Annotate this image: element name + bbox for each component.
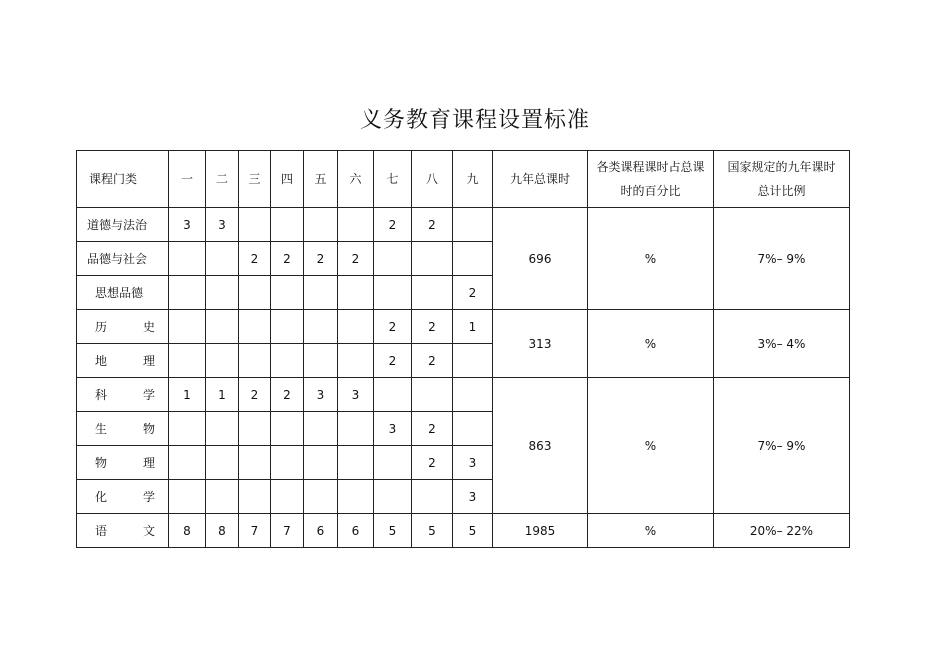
group-national-cell: 3%– 4% xyxy=(714,310,850,378)
hours-cell xyxy=(239,310,271,344)
header-category: 课程门类 xyxy=(77,151,169,208)
subject-spread xyxy=(95,488,155,506)
header-grade: 八 xyxy=(412,151,453,208)
hours-cell: 2 xyxy=(338,242,374,276)
group-national-cell: 7%– 9% xyxy=(714,378,850,514)
subject-char: 学 xyxy=(142,489,155,504)
group-total-cell: 696 xyxy=(493,208,588,310)
hours-cell: 3 xyxy=(453,480,493,514)
table-row xyxy=(77,378,850,412)
subject-cell xyxy=(77,514,169,548)
subject-char: 理 xyxy=(142,353,155,368)
hours-cell: 2 xyxy=(374,310,412,344)
header-national-line: 国家规定的九年课时 xyxy=(727,160,836,174)
hours-cell: 3 xyxy=(453,446,493,480)
subject-char: 物 xyxy=(95,455,108,470)
hours-cell: 2 xyxy=(412,412,453,446)
subject-char: 生 xyxy=(95,421,108,436)
hours-cell: 6 xyxy=(338,514,374,548)
table-row xyxy=(77,514,850,548)
hours-cell xyxy=(412,276,453,310)
hours-cell: 8 xyxy=(169,514,206,548)
hours-cell xyxy=(338,208,374,242)
hours-cell xyxy=(271,208,304,242)
hours-cell: 2 xyxy=(453,276,493,310)
subject-char: 历 xyxy=(95,319,108,334)
hours-cell xyxy=(374,446,412,480)
hours-cell xyxy=(453,344,493,378)
hours-cell: 5 xyxy=(374,514,412,548)
hours-cell: 1 xyxy=(169,378,206,412)
hours-cell xyxy=(304,480,338,514)
subject-char: 物 xyxy=(142,421,155,436)
hours-cell xyxy=(271,310,304,344)
header-percent-line: 各类课程课时占总课 xyxy=(596,160,705,174)
hours-cell xyxy=(239,208,271,242)
group-percent-cell: % xyxy=(588,378,714,514)
hours-cell xyxy=(239,412,271,446)
subject-char: 理 xyxy=(142,455,155,470)
hours-cell xyxy=(304,412,338,446)
subject-cell xyxy=(77,344,169,378)
hours-cell xyxy=(374,378,412,412)
hours-cell: 2 xyxy=(271,378,304,412)
subject-cell xyxy=(77,378,169,412)
header-grade: 五 xyxy=(304,151,338,208)
subject-cell: 思想品德 xyxy=(77,276,169,310)
header-row xyxy=(77,151,850,208)
subject-char: 科 xyxy=(95,387,108,402)
subject-char: 史 xyxy=(142,319,155,334)
subject-cell: 品德与社会 xyxy=(77,242,169,276)
hours-cell xyxy=(206,310,239,344)
header-grade: 六 xyxy=(338,151,374,208)
header-national-line: 总计比例 xyxy=(757,184,806,198)
hours-cell: 6 xyxy=(304,514,338,548)
hours-cell: 3 xyxy=(169,208,206,242)
hours-cell: 3 xyxy=(338,378,374,412)
hours-cell xyxy=(169,310,206,344)
hours-cell: 2 xyxy=(239,378,271,412)
hours-cell xyxy=(206,412,239,446)
header-grade: 二 xyxy=(206,151,239,208)
hours-cell: 2 xyxy=(412,446,453,480)
group-national-cell: 7%– 9% xyxy=(714,208,850,310)
header-grade: 三 xyxy=(239,151,271,208)
subject-cell xyxy=(77,446,169,480)
hours-cell xyxy=(206,276,239,310)
hours-cell: 5 xyxy=(412,514,453,548)
group-total-cell: 1985 xyxy=(493,514,588,548)
group-percent-cell: % xyxy=(588,514,714,548)
hours-cell xyxy=(239,446,271,480)
group-percent-cell: % xyxy=(588,310,714,378)
hours-cell: 3 xyxy=(206,208,239,242)
subject-spread xyxy=(95,522,155,540)
hours-cell xyxy=(271,446,304,480)
hours-cell xyxy=(169,276,206,310)
hours-cell xyxy=(338,310,374,344)
table-row xyxy=(77,208,850,242)
group-percent-cell: % xyxy=(588,208,714,310)
page-title: 义务教育课程设置标准 xyxy=(359,108,590,133)
hours-cell xyxy=(453,378,493,412)
hours-cell: 5 xyxy=(453,514,493,548)
hours-cell xyxy=(338,276,374,310)
hours-cell xyxy=(206,446,239,480)
hours-cell xyxy=(169,412,206,446)
hours-cell: 2 xyxy=(412,208,453,242)
header-total-hours: 九年总课时 xyxy=(493,151,588,208)
subject-char: 化 xyxy=(95,489,108,504)
hours-cell xyxy=(271,276,304,310)
hours-cell xyxy=(412,378,453,412)
hours-cell xyxy=(239,344,271,378)
curriculum-table xyxy=(76,150,850,548)
hours-cell xyxy=(239,480,271,514)
hours-cell xyxy=(169,480,206,514)
header-percent xyxy=(588,151,714,208)
hours-cell: 1 xyxy=(453,310,493,344)
subject-spread xyxy=(95,420,155,438)
hours-cell xyxy=(374,242,412,276)
hours-cell xyxy=(338,480,374,514)
group-total-cell: 313 xyxy=(493,310,588,378)
hours-cell: 7 xyxy=(271,514,304,548)
group-total-cell: 863 xyxy=(493,378,588,514)
hours-cell xyxy=(338,412,374,446)
hours-cell xyxy=(304,310,338,344)
hours-cell xyxy=(206,242,239,276)
hours-cell: 2 xyxy=(374,344,412,378)
hours-cell xyxy=(338,344,374,378)
hours-cell: 1 xyxy=(206,378,239,412)
hours-cell xyxy=(304,276,338,310)
subject-cell xyxy=(77,310,169,344)
hours-cell xyxy=(239,276,271,310)
hours-cell xyxy=(453,412,493,446)
hours-cell xyxy=(453,242,493,276)
hours-cell: 7 xyxy=(239,514,271,548)
subject-spread xyxy=(95,318,155,336)
hours-cell xyxy=(412,242,453,276)
header-grade: 四 xyxy=(271,151,304,208)
group-national-cell: 20%– 22% xyxy=(714,514,850,548)
hours-cell xyxy=(206,480,239,514)
hours-cell xyxy=(338,446,374,480)
subject-char: 语 xyxy=(95,523,108,538)
header-national xyxy=(714,151,850,208)
hours-cell xyxy=(304,344,338,378)
subject-spread xyxy=(95,386,155,404)
subject-spread xyxy=(95,352,155,370)
header-percent-line: 时的百分比 xyxy=(620,184,681,198)
hours-cell: 3 xyxy=(304,378,338,412)
subject-char: 文 xyxy=(142,523,155,538)
hours-cell xyxy=(271,480,304,514)
subject-spread xyxy=(95,454,155,472)
hours-cell xyxy=(271,344,304,378)
hours-cell: 8 xyxy=(206,514,239,548)
subject-cell: 道德与法治 xyxy=(77,208,169,242)
hours-cell: 2 xyxy=(271,242,304,276)
subject-char: 地 xyxy=(95,353,108,368)
hours-cell xyxy=(169,344,206,378)
hours-cell xyxy=(206,344,239,378)
header-grade: 一 xyxy=(169,151,206,208)
subject-char: 学 xyxy=(142,387,155,402)
hours-cell xyxy=(304,208,338,242)
hours-cell xyxy=(271,412,304,446)
hours-cell xyxy=(169,242,206,276)
hours-cell xyxy=(374,480,412,514)
hours-cell: 2 xyxy=(412,310,453,344)
hours-cell xyxy=(374,276,412,310)
subject-cell xyxy=(77,480,169,514)
hours-cell: 3 xyxy=(374,412,412,446)
hours-cell xyxy=(304,446,338,480)
subject-cell xyxy=(77,412,169,446)
hours-cell: 2 xyxy=(239,242,271,276)
hours-cell: 2 xyxy=(374,208,412,242)
hours-cell xyxy=(412,480,453,514)
hours-cell: 2 xyxy=(412,344,453,378)
hours-cell xyxy=(169,446,206,480)
hours-cell xyxy=(453,208,493,242)
header-grade: 九 xyxy=(453,151,493,208)
header-grade: 七 xyxy=(374,151,412,208)
hours-cell: 2 xyxy=(304,242,338,276)
table-row xyxy=(77,310,850,344)
